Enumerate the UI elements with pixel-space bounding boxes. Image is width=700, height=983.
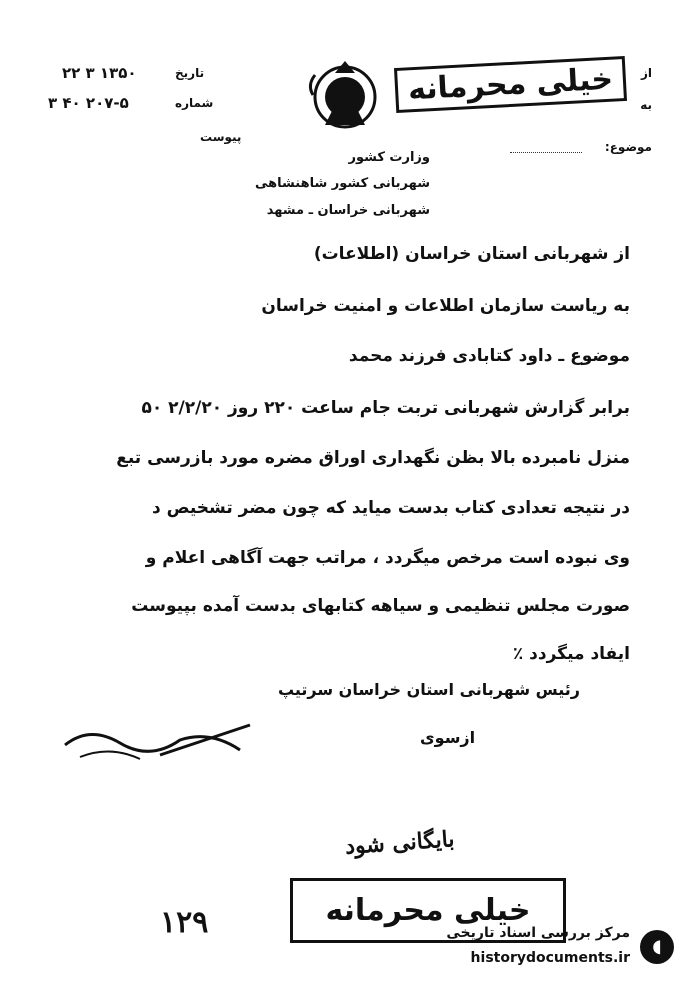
handwritten-signature — [60, 715, 260, 765]
body-line-8: صورت مجلس تنظیمی و سیاهه کتابهای بدست آمده بپیوست — [131, 596, 630, 616]
subject-label: موضوع: — [604, 140, 652, 154]
top-classification-stamp — [394, 56, 627, 113]
body-line-1: از شهربانی استان خراسان (اطلاعات) — [313, 244, 630, 264]
top-stamp-text: خیلی محرمانه — [407, 61, 614, 108]
lion-and-sun-emblem — [305, 55, 385, 140]
number-value: ۳ ۴۰ ۲۰۷-۵ — [48, 94, 129, 112]
watermark-line-2: historydocuments.ir — [470, 950, 630, 966]
body-line-6: در نتیجه تعدادی کتاب بدست میاید که چون مضر تشخیص د — [152, 498, 630, 518]
bottom-stamp-text: خیلی محرمانه — [325, 893, 531, 928]
body-line-3: موضوع ـ داود کتابادی فرزند محمد — [348, 346, 630, 366]
body-line-9: ایفاد میگردد ٪ — [512, 644, 630, 664]
body-line-2: به ریاست سازمان اطلاعات و امنیت خراسان — [261, 296, 630, 316]
signature-title: رئیس شهربانی استان خراسان سرتیپ — [277, 680, 580, 699]
archive-logo-icon: ◖ — [640, 930, 674, 964]
handwritten-number: ۱۲۹ — [160, 905, 209, 940]
from-label: از — [640, 66, 652, 80]
watermark-line-1: مرکز بررسی اسناد تاریخی — [446, 925, 630, 941]
ministry-title: وزارت کشور — [348, 150, 430, 165]
subject-dotted-line — [510, 152, 582, 153]
body-line-7: وی نبوده است مرخص میگردد ، مراتب جهت آگاهی اعلام و — [145, 548, 630, 568]
date-label: تاریخ — [175, 66, 205, 80]
attachment-label: پیوست — [200, 130, 242, 144]
on-behalf-of: ازسوی — [420, 728, 476, 747]
handwritten-file-note: بایگانی شود — [344, 826, 456, 860]
date-value: ۲۲ ۳ ۱۳۵۰ — [62, 64, 137, 82]
to-label: به — [640, 98, 652, 112]
body-line-5: منزل نامبرده بالا بظن نگهداری اوراق مضره مورد بازرسی تبع — [116, 448, 630, 468]
department-2: شهربانی خراسان ـ مشهد — [266, 203, 430, 218]
number-label: شماره — [175, 96, 214, 110]
body-line-4: برابر گزارش شهربانی تربت جام ساعت ۲۲۰ روز ۲/۲/۲۰ ۵۰ — [141, 398, 630, 418]
department-1: شهربانی کشور شاهنشاهی — [255, 176, 430, 191]
